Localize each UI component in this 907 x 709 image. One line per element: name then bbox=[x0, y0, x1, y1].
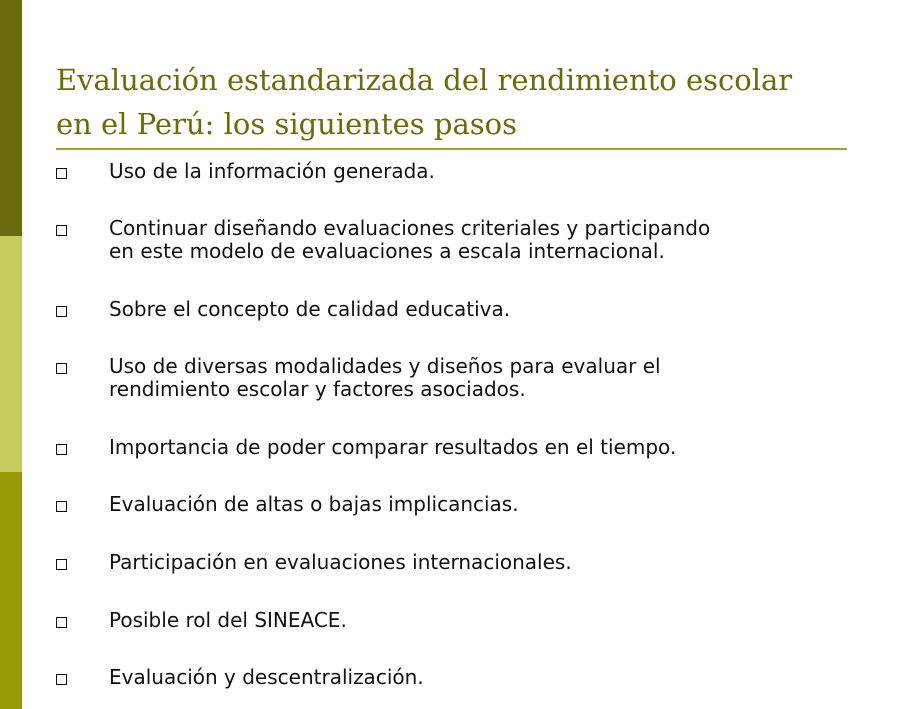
title-divider bbox=[56, 148, 847, 150]
square-bullet-icon bbox=[56, 559, 67, 570]
slide-title-line-1: Evaluación estandarizada del rendimiento escolar bbox=[56, 63, 793, 97]
square-bullet-icon bbox=[56, 674, 67, 685]
square-bullet-icon bbox=[56, 617, 67, 628]
bullet-text: Sobre el concepto de calidad educativa. bbox=[109, 297, 511, 321]
bullet-text: Evaluación y descentralización. bbox=[109, 665, 424, 689]
bullet-text: Evaluación de altas o bajas implicancias. bbox=[109, 492, 519, 516]
square-bullet-icon bbox=[56, 168, 67, 179]
bullet-text: Participación en evaluaciones internacionales. bbox=[109, 550, 572, 574]
square-bullet-icon bbox=[56, 501, 67, 512]
square-bullet-icon bbox=[56, 225, 67, 236]
sidebar-accent-bottom bbox=[0, 472, 22, 709]
bullet-text: Uso de diversas modalidades y diseños para evaluar el rendimiento escolar y factores asociados. bbox=[109, 354, 661, 401]
square-bullet-icon bbox=[56, 444, 67, 455]
square-bullet-icon bbox=[56, 363, 67, 374]
slide-title bbox=[56, 58, 856, 146]
square-bullet-icon bbox=[56, 306, 67, 317]
bullet-text: Posible rol del SINEACE. bbox=[109, 608, 347, 632]
sidebar-accent-top bbox=[0, 0, 22, 236]
bullet-text: Continuar diseñando evaluaciones criteriales y participando en este modelo de evaluaciones a escala internacional. bbox=[109, 216, 711, 263]
sidebar-accent-middle bbox=[0, 236, 22, 472]
bullet-text: Uso de la información generada. bbox=[109, 159, 435, 183]
bullet-text: Importancia de poder comparar resultados en el tiempo. bbox=[109, 435, 677, 459]
slide-title-line-2: en el Perú: los siguientes pasos bbox=[56, 107, 517, 141]
